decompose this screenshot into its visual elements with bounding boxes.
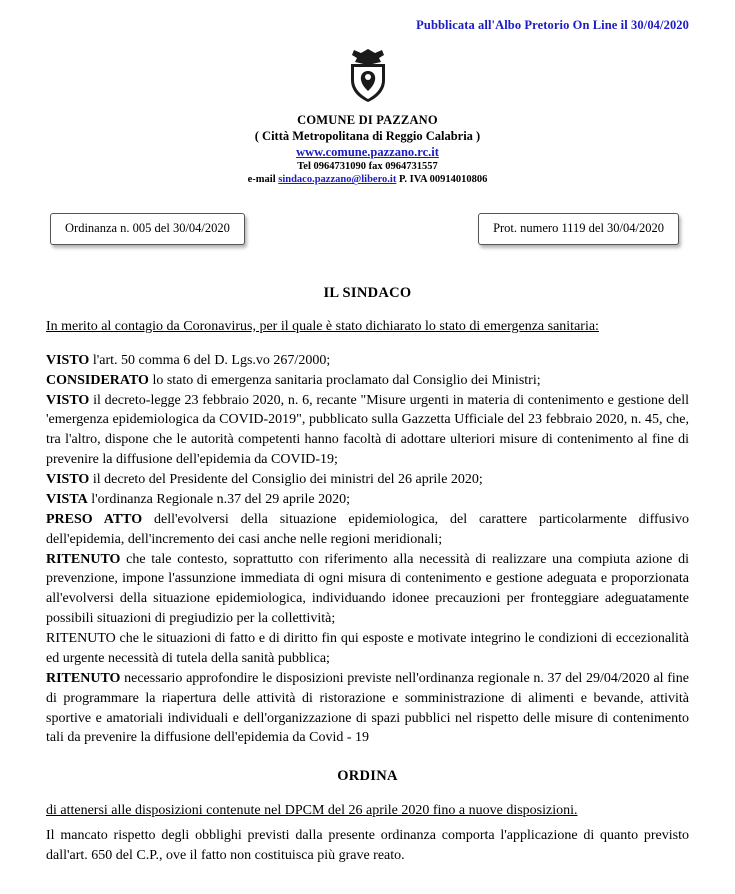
phone-line: Tel 0964731090 fax 0964731557 <box>297 161 438 172</box>
paragraph-text: che tale contesto, soprattutto con riferimento alla necessità di realizzare una compiuta azione di prevenzione, impone l'assunzione immediata di ogni misura di contenimento e gestione adeguata e proporzionata all'evolversi della situazione epidemiologica, individuando idonee precauzioni per fronteggiare adeguatamente possibili situazioni di pregiudizio per la collettività; <box>46 551 689 627</box>
paragraph <box>46 351 689 371</box>
paragraph-text: l'art. 50 comma 6 del D. Lgs.vo 267/2000; <box>89 352 331 368</box>
paragraph <box>46 391 689 471</box>
coat-of-arms-icon <box>345 47 391 105</box>
paragraph-text: il decreto del Presidente del Consiglio dei ministri del 26 aprile 2020; <box>89 472 483 488</box>
paragraph-keyword: VISTO <box>46 472 90 488</box>
ordina-first-line: di attenersi alle disposizioni contenute nel DPCM del 26 aprile 2020 fino a nuove disposizioni. <box>46 803 578 819</box>
paragraph <box>46 629 689 669</box>
paragraph-keyword: VISTO <box>46 392 90 408</box>
paragraph-keyword: CONSIDERATO <box>46 372 149 388</box>
paragraph-text: dell'evolversi della situazione epidemiologica, del carattere particolarmente diffusivo dell'epidemia, dell'incremento dei casi anche nelle regioni meridionali; <box>46 511 689 547</box>
reference-boxes <box>46 213 689 245</box>
paragraph-keyword: PRESO ATTO <box>46 511 143 527</box>
paragraph <box>46 470 689 490</box>
intro-paragraph: In merito al contagio da Coronavirus, per il quale è stato dichiarato lo stato di emergenza sanitaria: <box>46 318 599 334</box>
email-label: e-mail <box>247 174 279 186</box>
paragraph-keyword: RITENUTO <box>46 670 121 686</box>
paragraph-text: il decreto-legge 23 febbraio 2020, n. 6, recante "Misure urgenti in materia di contenimento e gestione dell 'emergenza epidemiologica da COVID-2019", pubblicato sulla Gazzetta Ufficiale del 23 febbraio 2020, n. 45, che, tra l'altro, dispone che le autorità competenti hanno facoltà di adottare ulteriori misure di contenimento al fine di prevenire la diffusione dell'epidemia da COVID-19; <box>46 392 689 468</box>
paragraph-text: necessario approfondire le disposizioni previste nell'ordinanza regionale n. 37 del 29/04/2020 al fine di programmare la riapertura delle attività di ristorazione e somministrazione di alimenti e bevande, attività sportive e amatoriali individuali e dell'organizzazione di spazi pubblici nel rispetto delle misure di contenimento tali da prevenire la diffusione dell'epidemia da Covid - 19 <box>46 670 689 746</box>
paragraph-text: RITENUTO che le situazioni di fatto e di diritto fin qui esposte e motivate integrino le condizioni di eccezionalità ed urgente necessità di tutela della sanità pubblica; <box>46 631 689 666</box>
ordina-title: ORDINA <box>337 768 398 785</box>
paragraph <box>46 550 689 630</box>
municipality-name: COMUNE DI PAZZANO <box>297 113 438 127</box>
paragraph-keyword: VISTA <box>46 491 88 507</box>
paragraph-keyword: RITENUTO <box>46 551 121 567</box>
letterhead <box>46 112 689 187</box>
metropolitan-city: ( Città Metropolitana di Reggio Calabria ) <box>254 129 481 143</box>
bottom-spacer <box>46 866 689 884</box>
ordina-remaining-text: Il mancato rispetto degli obblighi previsti dalla presente ordinanza comporta l'applicazione di quanto previsto dall'art. 650 del C.P., ove il fatto non costituisca più grave reato. <box>46 827 689 864</box>
email-link[interactable]: sindaco.pazzano@libero.it <box>278 174 397 186</box>
page-title: IL SINDACO <box>323 284 412 301</box>
crest-container <box>46 47 689 110</box>
paragraph <box>46 510 689 550</box>
email-line <box>46 173 689 186</box>
vat-number: P. IVA 00914010806 <box>396 174 488 186</box>
paragraph <box>46 490 689 510</box>
paragraph-text: lo stato di emergenza sanitaria proclamato dal Consiglio dei Ministri; <box>148 372 541 388</box>
paragraph-text: l'ordinanza Regionale n.37 del 29 aprile 2020; <box>87 491 350 507</box>
protocol-number-box: Prot. numero 1119 del 30/04/2020 <box>478 213 679 245</box>
albo-pretorio-note: Pubblicata all'Albo Pretorio On Line il 30/04/2020 <box>416 18 689 32</box>
body-text <box>46 351 689 749</box>
website-link[interactable]: www.comune.pazzano.rc.it <box>296 145 439 159</box>
paragraph-keyword: VISTO <box>46 352 90 368</box>
paragraph <box>46 669 689 749</box>
paragraph <box>46 371 689 391</box>
ordinance-number-box: Ordinanza n. 005 del 30/04/2020 <box>50 213 245 245</box>
